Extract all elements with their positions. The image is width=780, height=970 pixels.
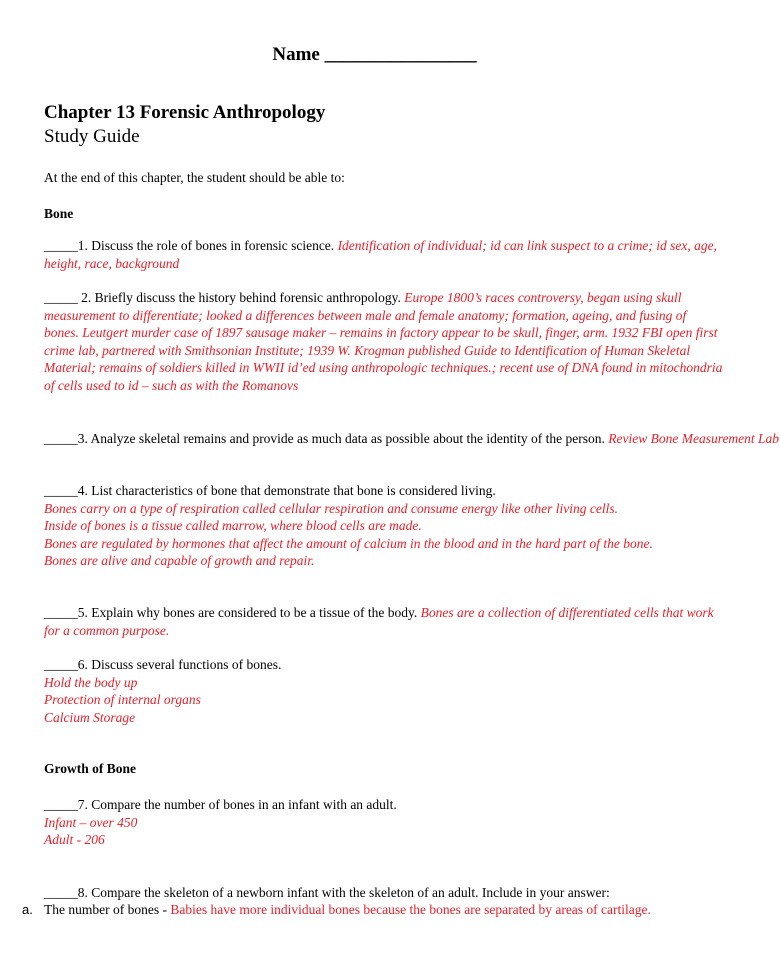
question-4-answer-3: Bones are regulated by hormones that affect the amount of calcium in the blood and in the hard part of the bone. — [44, 535, 653, 551]
question-4 — [44, 482, 724, 570]
question-6-prompt: _____6. Discuss several functions of bones. — [44, 657, 282, 672]
question-8-sub-answer: Babies have more individual bones because the bones are separated by areas of cartilage. — [170, 902, 651, 917]
question-3-answer: Review Bone Measurement Lab — [608, 431, 780, 446]
question-8 — [44, 884, 724, 902]
question-2-prompt: _____ 2. Briefly discuss the history behind forensic anthropology. — [44, 290, 405, 305]
question-3-prompt: _____3. Analyze skeletal remains and provide as much data as possible about the identity of the person. — [44, 431, 609, 446]
question-5-answer: Bones are a collection of differentiated cells that work for a common purpose. — [44, 605, 714, 638]
question-8-prompt: _____8. Compare the skeleton of a newborn infant with the skeleton of an adult. Include in your answer: — [44, 885, 610, 900]
section-heading-bone: Bone — [44, 206, 74, 221]
question-5-prompt: _____5. Explain why bones are considered to be a tissue of the body. — [44, 605, 421, 620]
question-4-answer-2: Inside of bones is a tissue called marrow, where blood cells are made. — [44, 518, 422, 533]
question-7-answer-1: Infant – over 450 — [44, 814, 138, 830]
question-6-answer-1: Hold the body up — [44, 674, 138, 690]
question-5 — [44, 604, 724, 639]
question-1-answer: Identification of individual; id can link suspect to a crime; id sex, age, height, race, background — [44, 238, 717, 271]
intro-text: At the end of this chapter, the student should be able to: — [44, 170, 345, 185]
question-7-answer-2: Adult - 206 — [44, 832, 105, 847]
study-guide-subtitle: Study Guide — [44, 126, 140, 147]
section-heading-growth: Growth of Bone — [44, 761, 137, 776]
question-2 — [44, 289, 724, 394]
question-8-sub-prompt: The number of bones - — [44, 902, 171, 917]
question-3 — [44, 430, 780, 448]
question-6 — [44, 656, 724, 726]
question-8-sub-label: a. — [22, 902, 33, 917]
question-4-prompt: _____4. List characteristics of bone that demonstrate that bone is considered living. — [44, 483, 496, 498]
question-7 — [44, 796, 724, 849]
question-6-answer-2: Protection of internal organs — [44, 692, 201, 707]
question-4-answer-4: Bones are alive and capable of growth and repair. — [44, 553, 315, 568]
name-line: Name ________________ — [272, 44, 477, 65]
chapter-title: Chapter 13 Forensic Anthropology — [44, 102, 326, 123]
question-6-answer-3: Calcium Storage — [44, 709, 136, 725]
question-2-answer: Europe 1800’s races controversy, began using skull measurement to differentiate; looked a differences between male and female anatomy; formation, ageing, and fusing of bones. Leutgert murder case of 1897 sausage maker – remains in factory appear to be skull, finger, arm. 1932 FBI open first crime lab, partnered with Smithsonian Institute; 1939 W. Krogman published Guide to Identification of Human Skeletal Material; remains of soldiers killed in WWII id’ed using anthropologic techniques.; recent use of DNA found in mitochondria of cells used to id – such as with the Romanovs — [44, 290, 723, 393]
question-1-prompt: _____1. Discuss the role of bones in forensic science. — [44, 238, 338, 253]
question-7-prompt: _____7. Compare the number of bones in an infant with an adult. — [44, 797, 397, 812]
question-1 — [44, 237, 724, 272]
question-4-answer-1: Bones carry on a type of respiration called cellular respiration and consume energy like other living cells. — [44, 500, 619, 516]
question-8-sub-item — [44, 901, 724, 919]
